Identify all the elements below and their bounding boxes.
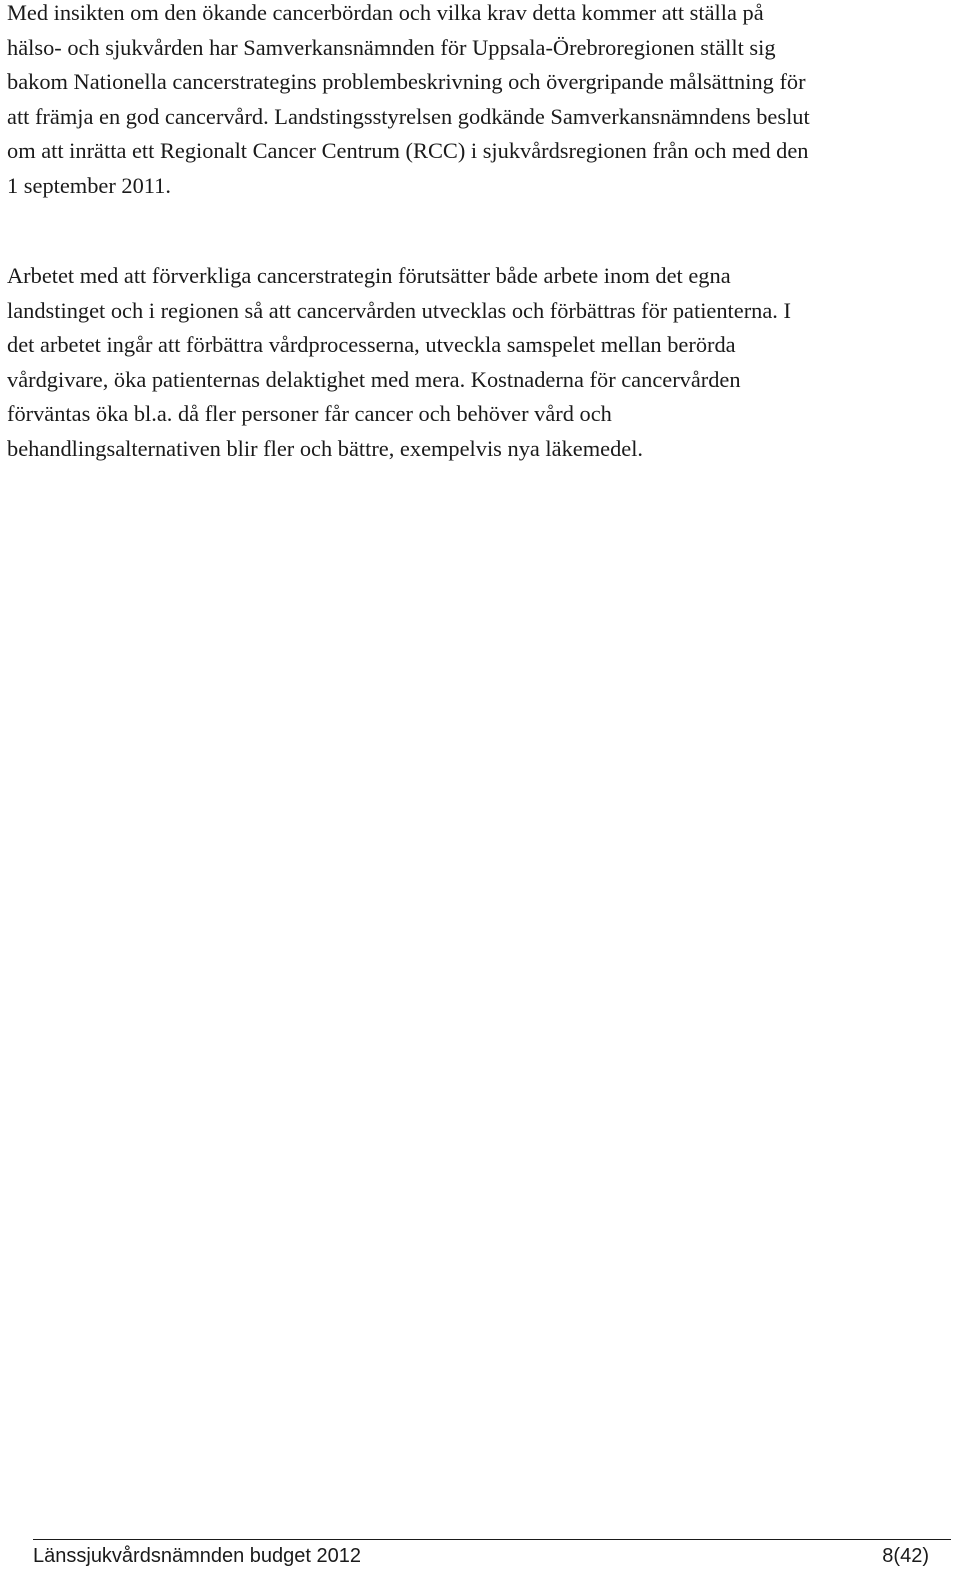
text-line: 1 september 2011. <box>7 172 171 198</box>
text-line: Med insikten om den ökande cancerbördan och vilka krav detta kommer att ställa på <box>7 0 764 25</box>
text-line: vårdgivare, öka patienternas delaktighet med mera. Kostnaderna för cancervården <box>7 366 741 392</box>
paragraph-1 <box>7 0 952 204</box>
text-line: hälso- och sjukvården har Samverkansnämnden för Uppsala-Örebroregionen ställt sig <box>7 34 776 60</box>
text-line: behandlingsalternativen blir fler och bättre, exempelvis nya läkemedel. <box>7 435 644 461</box>
footer-title: Länssjukvårdsnämnden budget 2012 <box>33 1545 362 1567</box>
text-line: förväntas öka bl.a. då fler personer får cancer och behöver vård och <box>7 401 612 427</box>
footer-divider <box>33 1539 951 1540</box>
paragraph-2 <box>7 259 952 467</box>
page-number: 8(42) <box>882 1545 929 1567</box>
text-line: om att inrätta ett Regionalt Cancer Centrum (RCC) i sjukvårdsregionen från och med den <box>7 138 809 164</box>
text-line: bakom Nationella cancerstrategins problembeskrivning och övergripande målsättning för <box>7 69 806 95</box>
text-line: att främja en god cancervård. Landstingsstyrelsen godkände Samverkansnämndens beslut <box>7 103 810 129</box>
text-line: landstinget och i regionen så att cancervården utvecklas och förbättras för patienterna. I <box>7 297 791 323</box>
text-line: Arbetet med att förverkliga cancerstrategin förutsätter både arbete inom det egna <box>7 263 731 288</box>
text-line: det arbetet ingår att förbättra vårdprocesserna, utveckla samspelet mellan berörda <box>7 332 736 358</box>
